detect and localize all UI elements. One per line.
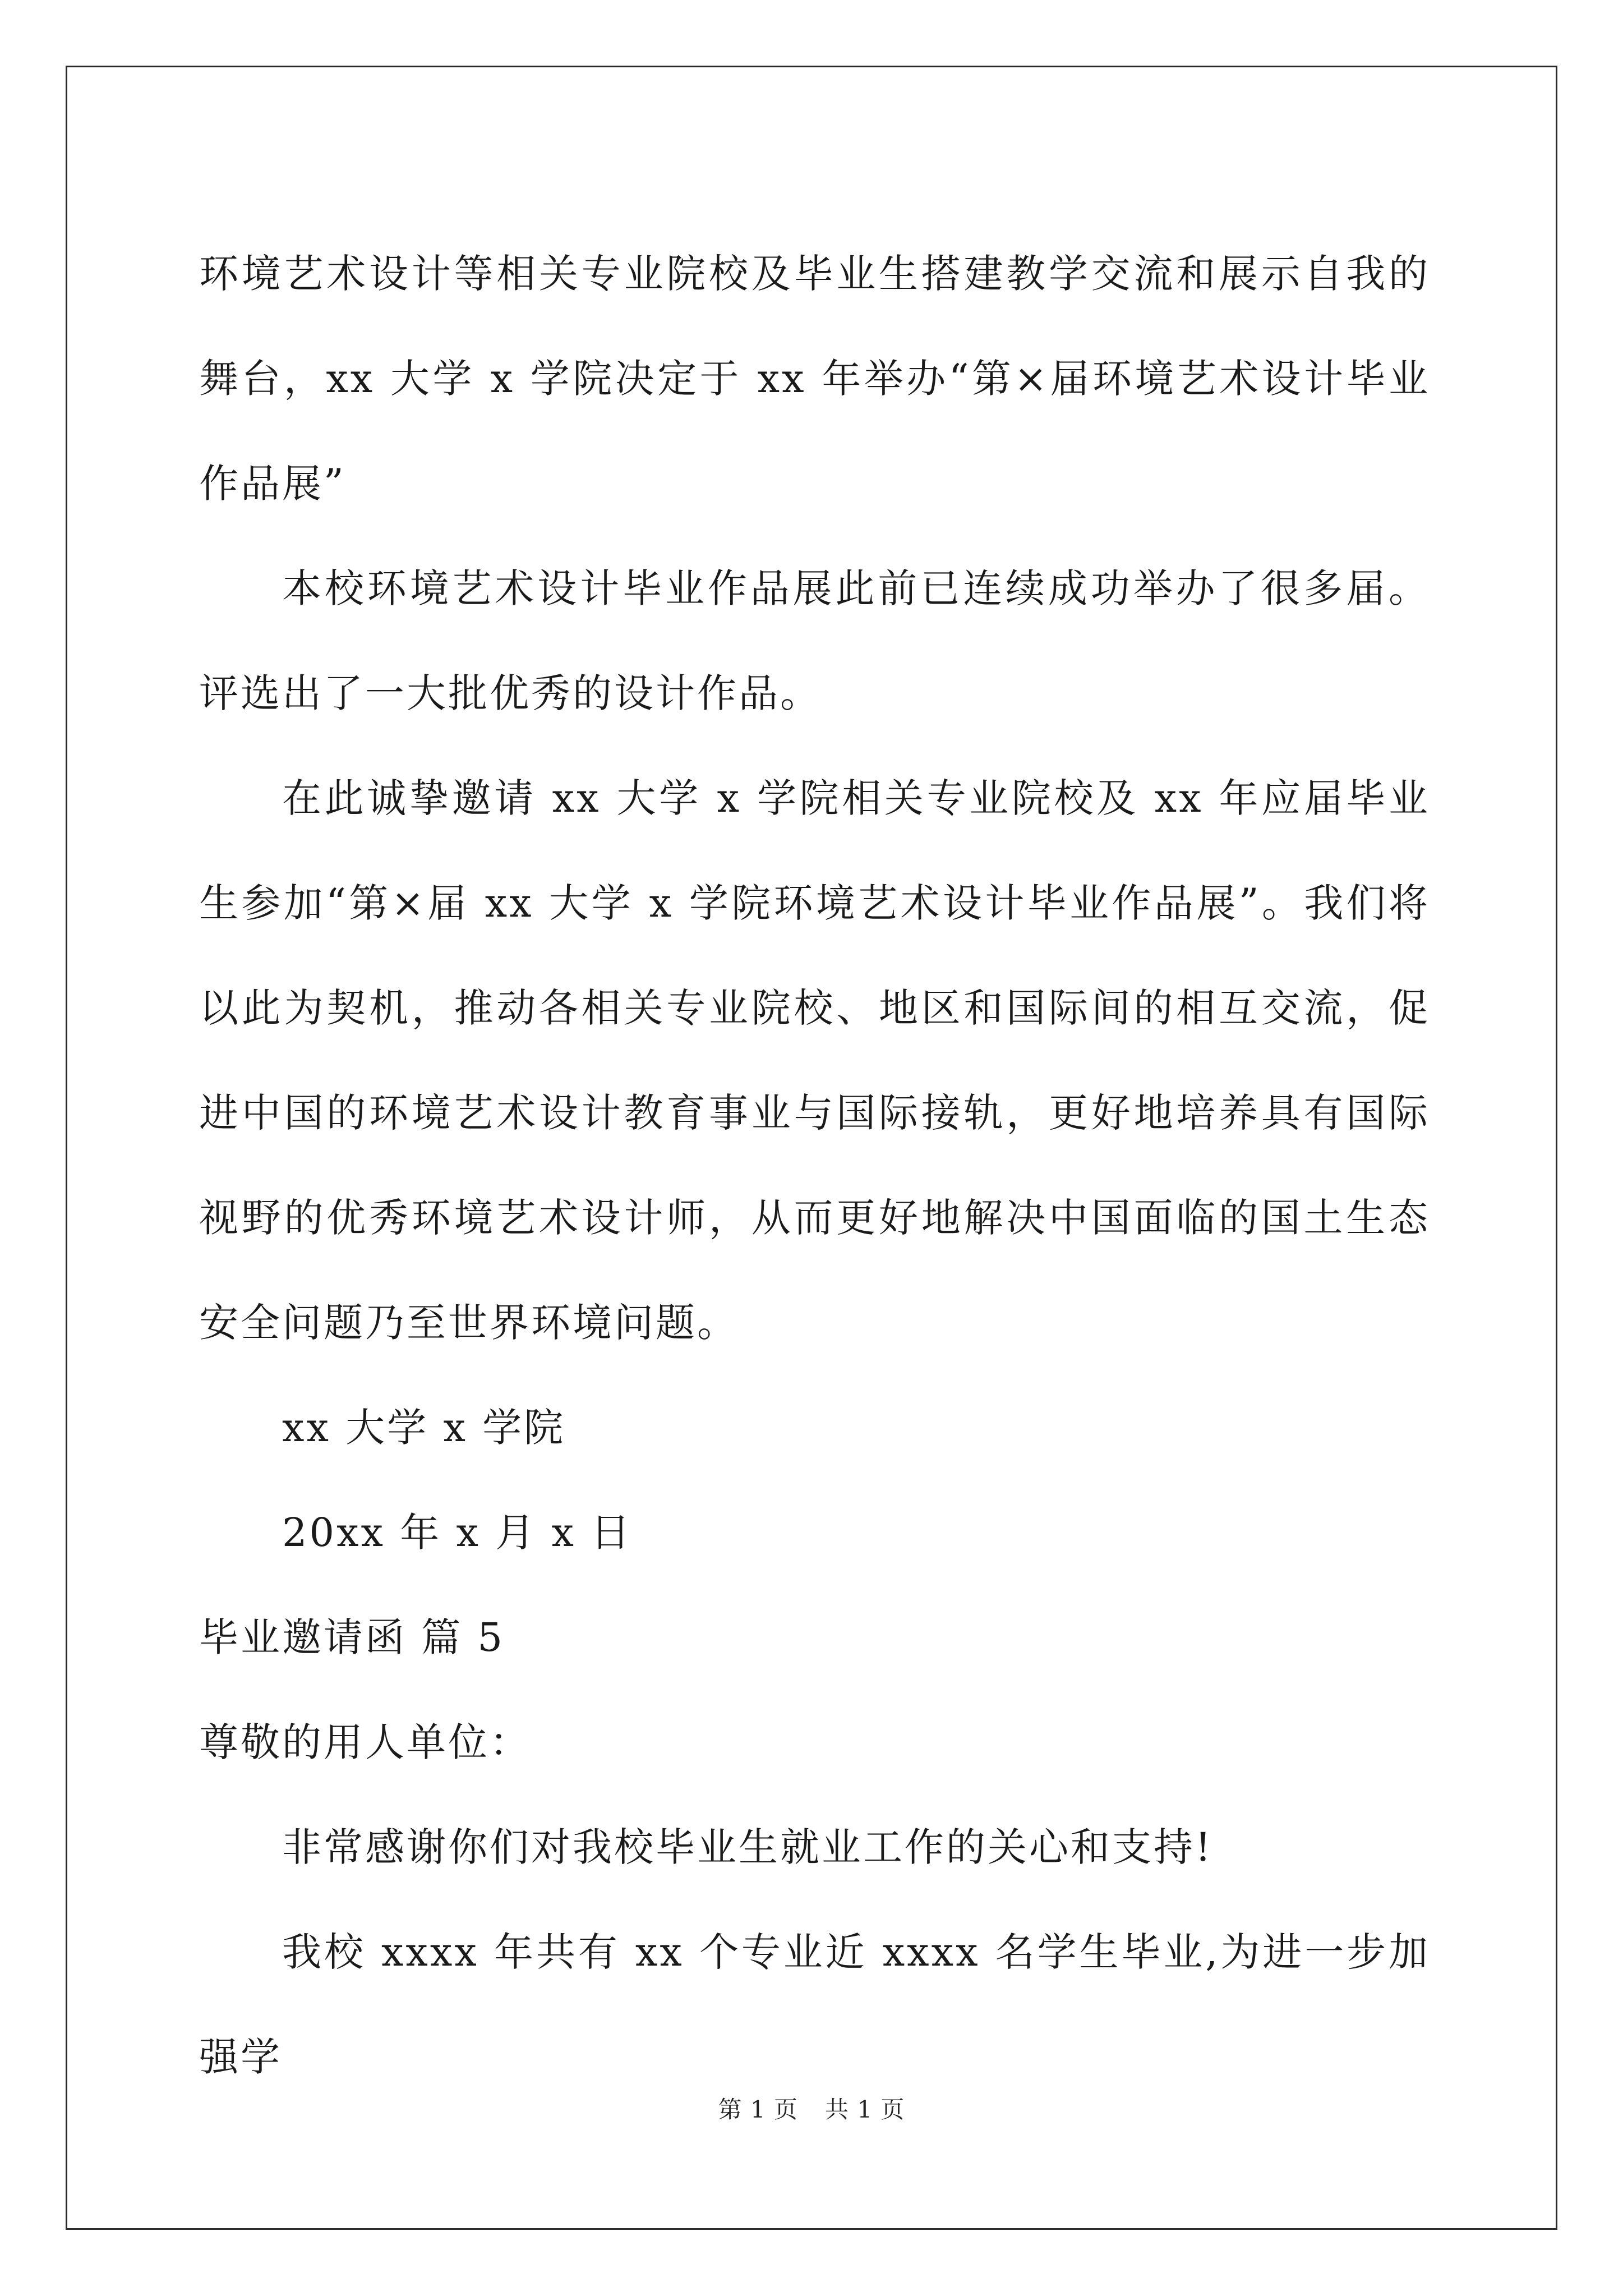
signature-date: 20xx 年 x 月 x 日 <box>282 1510 633 1556</box>
paragraph-exhibition-history: 本校环境艺术设计毕业作品展此前已连续成功举办了很多届。评选出了一大批优秀的设计作品。 <box>199 565 1430 716</box>
page-footer <box>0 2091 1623 2125</box>
salutation: 尊敬的用人单位： <box>199 1719 531 1765</box>
page-number: 第 1 页 <box>718 2096 798 2123</box>
paragraph-invitation: 在此诚挚邀请 xx 大学 x 学院相关专业院校及 xx 年应届毕业生参加“第×届 xx 大学 x 学院环境艺术设计毕业作品展”。我们将以此为契机，推动各相关专业院校、地区和国际间的相互交流，促进中国的环境艺术设计教育事业与国际接轨，更好地培养具有国际视野的优秀环境艺术设计师，从而更好地解决中国面临的国土生态安全问题乃至世界环境问题。 <box>199 775 1430 1346</box>
paragraph-intro-continuation: 环境艺术设计等相关专业院校及毕业生搭建教学交流和展示自我的舞台，xx 大学 x 学院决定于 xx 年举办“第×届环境艺术设计毕业作品展” <box>199 251 1430 507</box>
page-total: 共 1 页 <box>825 2096 905 2123</box>
paragraph-thanks: 非常感谢你们对我校毕业生就业工作的关心和支持! <box>282 1824 1214 1870</box>
document-body <box>199 222 1430 2110</box>
paragraph-graduates: 我校 xxxx 年共有 xx 个专业近 xxxx 名学生毕业,为进一步加强学 <box>199 1929 1430 2080</box>
signature-institution: xx 大学 x 学院 <box>282 1405 566 1451</box>
section-heading: 毕业邀请函 篇 5 <box>199 1614 505 1660</box>
